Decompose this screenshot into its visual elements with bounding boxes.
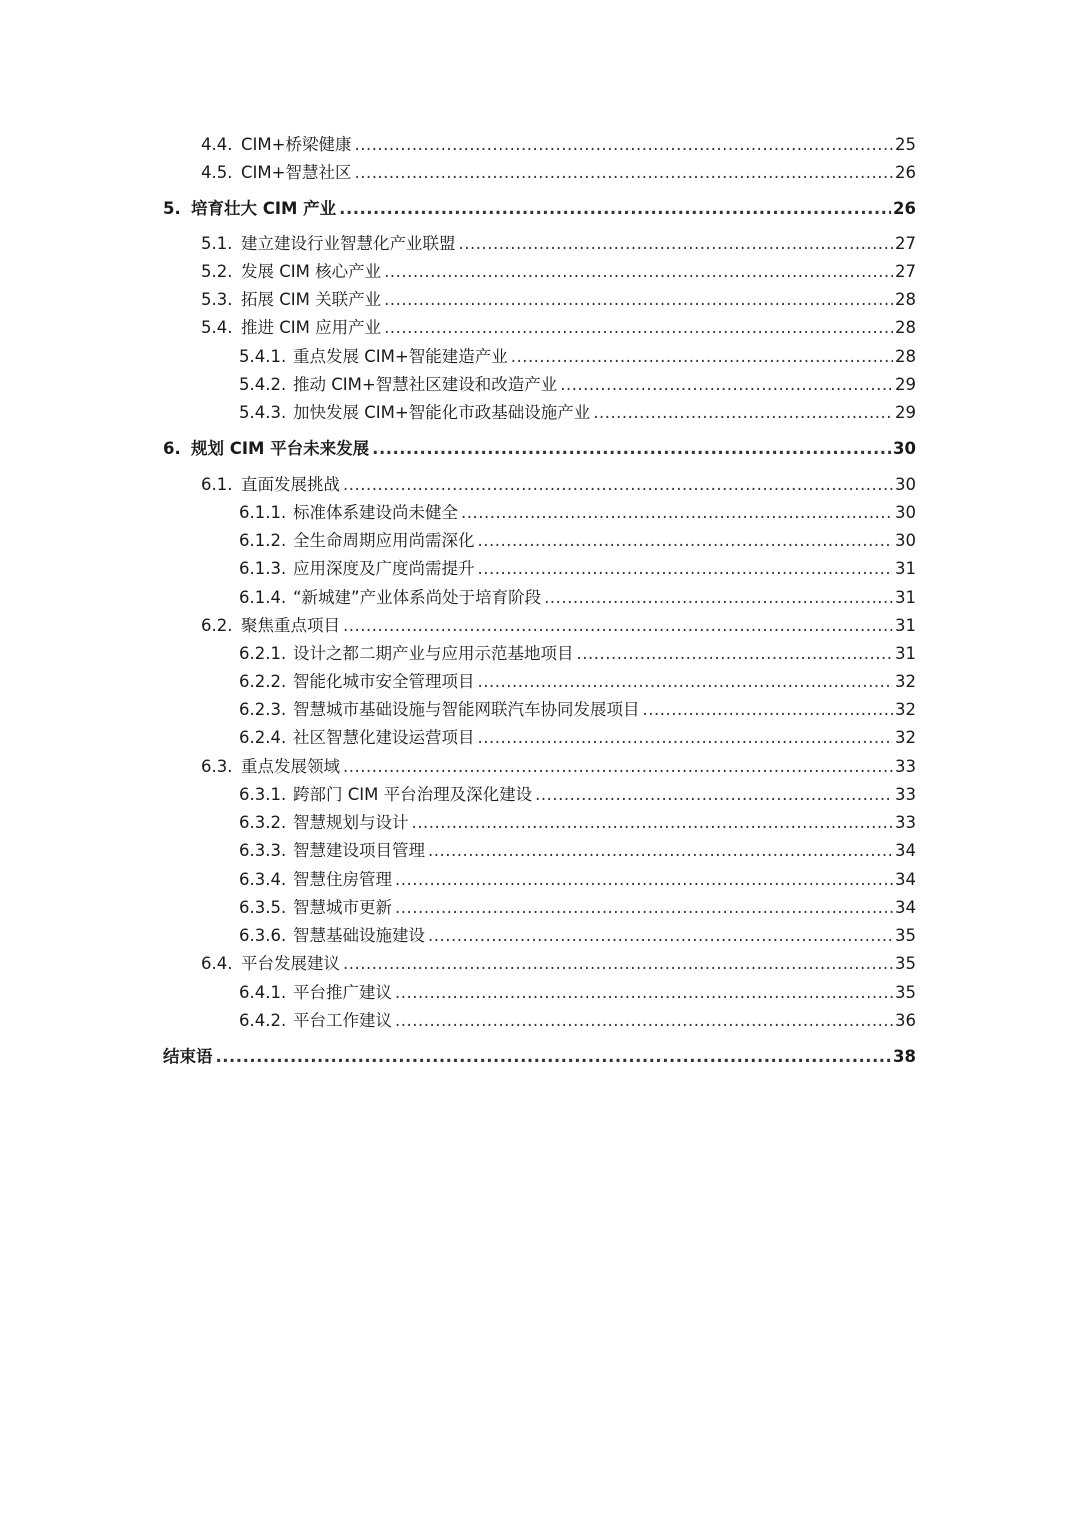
toc-entry[interactable]: [239, 346, 916, 368]
toc-entry-title: 建立建设行业智慧化产业联盟: [241, 234, 456, 253]
toc-entry-title: 跨部门 CIM 平台治理及深化建设: [293, 785, 533, 804]
toc-entry[interactable]: [201, 615, 916, 637]
toc-entry-number: 6.1.: [201, 475, 233, 494]
toc-entry-page-number: 31: [895, 644, 916, 663]
toc-entry[interactable]: [239, 982, 916, 1004]
toc-entry[interactable]: [239, 587, 916, 609]
toc-entry-page-number: 26: [895, 163, 916, 182]
toc-entry-number: 6.2.1.: [239, 644, 287, 663]
toc-entry-number: 5.: [163, 199, 181, 218]
toc-entry-page-number: 30: [895, 503, 916, 522]
toc-entry-page-number: 35: [895, 983, 916, 1002]
dot-leader: [478, 727, 894, 749]
toc-entry[interactable]: [163, 198, 916, 220]
dot-leader: [478, 530, 894, 552]
toc-entry-number: 5.4.: [201, 318, 233, 337]
toc-entry[interactable]: [239, 374, 916, 396]
toc-entry-number: 6.1.4.: [239, 588, 287, 607]
dot-leader: [593, 402, 893, 424]
toc-entry-page-number: 34: [895, 841, 916, 860]
dot-leader: [459, 233, 894, 255]
dot-leader: [478, 558, 894, 580]
toc-entry[interactable]: [201, 162, 916, 184]
toc-entry-number: 5.2.: [201, 262, 233, 281]
toc-entry-number: 6.3.6.: [239, 926, 287, 945]
toc-entry[interactable]: [201, 289, 916, 311]
toc-entry-page-number: 32: [895, 728, 916, 747]
toc-entry[interactable]: [239, 869, 916, 891]
toc-entry-number: 6.4.1.: [239, 983, 287, 1002]
toc-entry[interactable]: [239, 840, 916, 862]
toc-entry[interactable]: [239, 1010, 916, 1032]
toc-entry[interactable]: [201, 474, 916, 496]
toc-entry-title: 智慧基础设施建设: [293, 926, 425, 945]
toc-entry[interactable]: [239, 402, 916, 424]
toc-entry-page-number: 30: [895, 531, 916, 550]
toc-entry-title: 平台发展建议: [241, 954, 340, 973]
toc-entry-title: 重点发展领域: [241, 757, 340, 776]
toc-entry-title: 重点发展 CIM+智能建造产业: [293, 347, 508, 366]
toc-entry-title: 智慧建设项目管理: [293, 841, 425, 860]
dot-leader: [412, 812, 894, 834]
dot-leader: [384, 317, 893, 339]
toc-entry[interactable]: [239, 502, 916, 524]
dot-leader: [461, 502, 893, 524]
dot-leader: [544, 587, 893, 609]
toc-entry-page-number: 27: [895, 262, 916, 281]
dot-leader: [577, 643, 894, 665]
toc-entry-title: 智能化城市安全管理项目: [293, 672, 475, 691]
toc-entry-title: 发展 CIM 核心产业: [241, 262, 382, 281]
toc-entry-number: 6.3.4.: [239, 870, 287, 889]
toc-entry-page-number: 33: [895, 757, 916, 776]
toc-entry-number: 6.2.: [201, 616, 233, 635]
toc-entry-title: 智慧住房管理: [293, 870, 392, 889]
toc-entry-number: 6.2.2.: [239, 672, 287, 691]
toc-entry-title: 智慧城市更新: [293, 898, 392, 917]
toc-entry-number: 6.2.3.: [239, 700, 287, 719]
toc-entry[interactable]: [201, 953, 916, 975]
toc-entry-page-number: 32: [895, 672, 916, 691]
toc-entry[interactable]: [239, 671, 916, 693]
toc-entry-number: 6.1.2.: [239, 531, 287, 550]
toc-entry-title: 结束语: [163, 1047, 213, 1066]
dot-leader: [511, 346, 893, 368]
toc-entry-page-number: 31: [895, 559, 916, 578]
toc-entry[interactable]: [239, 727, 916, 749]
toc-entry[interactable]: [201, 233, 916, 255]
dot-leader: [343, 474, 893, 496]
toc-entry-number: 6.3.2.: [239, 813, 287, 832]
dot-leader: [428, 840, 893, 862]
toc-entry[interactable]: [239, 784, 916, 806]
toc-entry-number: 6.: [163, 439, 181, 458]
toc-entry-number: 6.4.: [201, 954, 233, 973]
toc-entry-title: 规划 CIM 平台未来发展: [191, 439, 370, 458]
toc-entry-page-number: 31: [895, 616, 916, 635]
toc-entry-title: 智慧城市基础设施与智能网联汽车协同发展项目: [293, 700, 640, 719]
toc-entry[interactable]: [201, 261, 916, 283]
dot-leader: [343, 953, 893, 975]
toc-entry-title: CIM+桥梁健康: [241, 135, 352, 154]
toc-entry-title: 推进 CIM 应用产业: [241, 318, 382, 337]
dot-leader: [343, 756, 893, 778]
dot-leader: [428, 925, 893, 947]
toc-entry-title: 推动 CIM+智慧社区建设和改造产业: [293, 375, 558, 394]
dot-leader: [535, 784, 893, 806]
toc-entry[interactable]: [239, 558, 916, 580]
toc-entry-page-number: 35: [895, 954, 916, 973]
dot-leader: [395, 982, 893, 1004]
toc-entry-page-number: 28: [895, 347, 916, 366]
toc-entry-number: 6.1.1.: [239, 503, 287, 522]
toc-entry[interactable]: [239, 897, 916, 919]
dot-leader: [343, 615, 893, 637]
toc-entry-number: 6.4.2.: [239, 1011, 287, 1030]
toc-entry[interactable]: [239, 812, 916, 834]
dot-leader: [354, 162, 893, 184]
toc-entry-title: 全生命周期应用尚需深化: [293, 531, 475, 550]
toc-entry-title: 设计之都二期产业与应用示范基地项目: [293, 644, 574, 663]
toc-entry-number: 4.5.: [201, 163, 233, 182]
toc-entry-title: 培育壮大 CIM 产业: [191, 199, 337, 218]
toc-entry-page-number: 34: [895, 898, 916, 917]
dot-leader: [395, 1010, 893, 1032]
toc-entry-page-number: 28: [895, 318, 916, 337]
toc-entry[interactable]: [239, 699, 916, 721]
toc-entry[interactable]: [239, 925, 916, 947]
toc-entry-page-number: 29: [895, 403, 916, 422]
toc-entry-page-number: 30: [895, 475, 916, 494]
toc-entry-number: 5.1.: [201, 234, 233, 253]
toc-entry-page-number: 35: [895, 926, 916, 945]
toc-entry-page-number: 38: [893, 1047, 916, 1066]
toc-entry-number: 4.4.: [201, 135, 233, 154]
dot-leader: [395, 869, 893, 891]
toc-entry[interactable]: [163, 1046, 916, 1068]
toc-entry[interactable]: [239, 643, 916, 665]
toc-entry-title: 平台工作建议: [293, 1011, 392, 1030]
toc-entry-title: 标准体系建设尚未健全: [293, 503, 458, 522]
dot-leader: [478, 671, 894, 693]
dot-leader: [384, 289, 893, 311]
toc-entry-page-number: 29: [895, 375, 916, 394]
toc-entry-title: 拓展 CIM 关联产业: [241, 290, 382, 309]
toc-entry-number: 5.3.: [201, 290, 233, 309]
toc-entry-title: 应用深度及广度尚需提升: [293, 559, 475, 578]
toc-entry-number: 5.4.3.: [239, 403, 287, 422]
toc-entry-title: 直面发展挑战: [241, 475, 340, 494]
toc-entry-page-number: 33: [895, 785, 916, 804]
toc-entry-number: 6.1.3.: [239, 559, 287, 578]
toc-entry-number: 6.3.: [201, 757, 233, 776]
dot-leader: [354, 134, 893, 156]
toc-entry-title: 智慧规划与设计: [293, 813, 409, 832]
dot-leader: [372, 438, 891, 460]
toc-entry-title: “新城建”产业体系尚处于培育阶段: [293, 588, 542, 607]
toc-entry-number: 5.4.1.: [239, 347, 287, 366]
dot-leader: [216, 1046, 892, 1068]
toc-entry-number: 6.3.1.: [239, 785, 287, 804]
toc-entry-title: 平台推广建议: [293, 983, 392, 1002]
toc-entry[interactable]: [163, 438, 916, 460]
toc-entry[interactable]: [201, 134, 916, 156]
toc-entry-page-number: 33: [895, 813, 916, 832]
toc-entry-page-number: 31: [895, 588, 916, 607]
dot-leader: [339, 198, 891, 220]
toc-entry-page-number: 36: [895, 1011, 916, 1030]
toc-entry-title: 聚焦重点项目: [241, 616, 340, 635]
toc-entry-title: 社区智慧化建设运营项目: [293, 728, 475, 747]
toc-entry-page-number: 32: [895, 700, 916, 719]
dot-leader: [384, 261, 893, 283]
toc-entry-title: 加快发展 CIM+智能化市政基础设施产业: [293, 403, 591, 422]
toc-entry-title: CIM+智慧社区: [241, 163, 352, 182]
toc-entry-page-number: 34: [895, 870, 916, 889]
toc-entry[interactable]: [239, 530, 916, 552]
toc-entry-number: 6.3.3.: [239, 841, 287, 860]
dot-leader: [643, 699, 894, 721]
toc-entry[interactable]: [201, 317, 916, 339]
toc-entry-page-number: 28: [895, 290, 916, 309]
toc-entry-page-number: 27: [895, 234, 916, 253]
toc-entry-page-number: 26: [893, 199, 916, 218]
dot-leader: [395, 897, 893, 919]
toc-entry-number: 6.2.4.: [239, 728, 287, 747]
toc-entry-page-number: 30: [893, 439, 916, 458]
toc-entry-number: 6.3.5.: [239, 898, 287, 917]
toc-entry-page-number: 25: [895, 135, 916, 154]
toc-entry-number: 5.4.2.: [239, 375, 287, 394]
dot-leader: [560, 374, 893, 396]
toc-entry[interactable]: [201, 756, 916, 778]
